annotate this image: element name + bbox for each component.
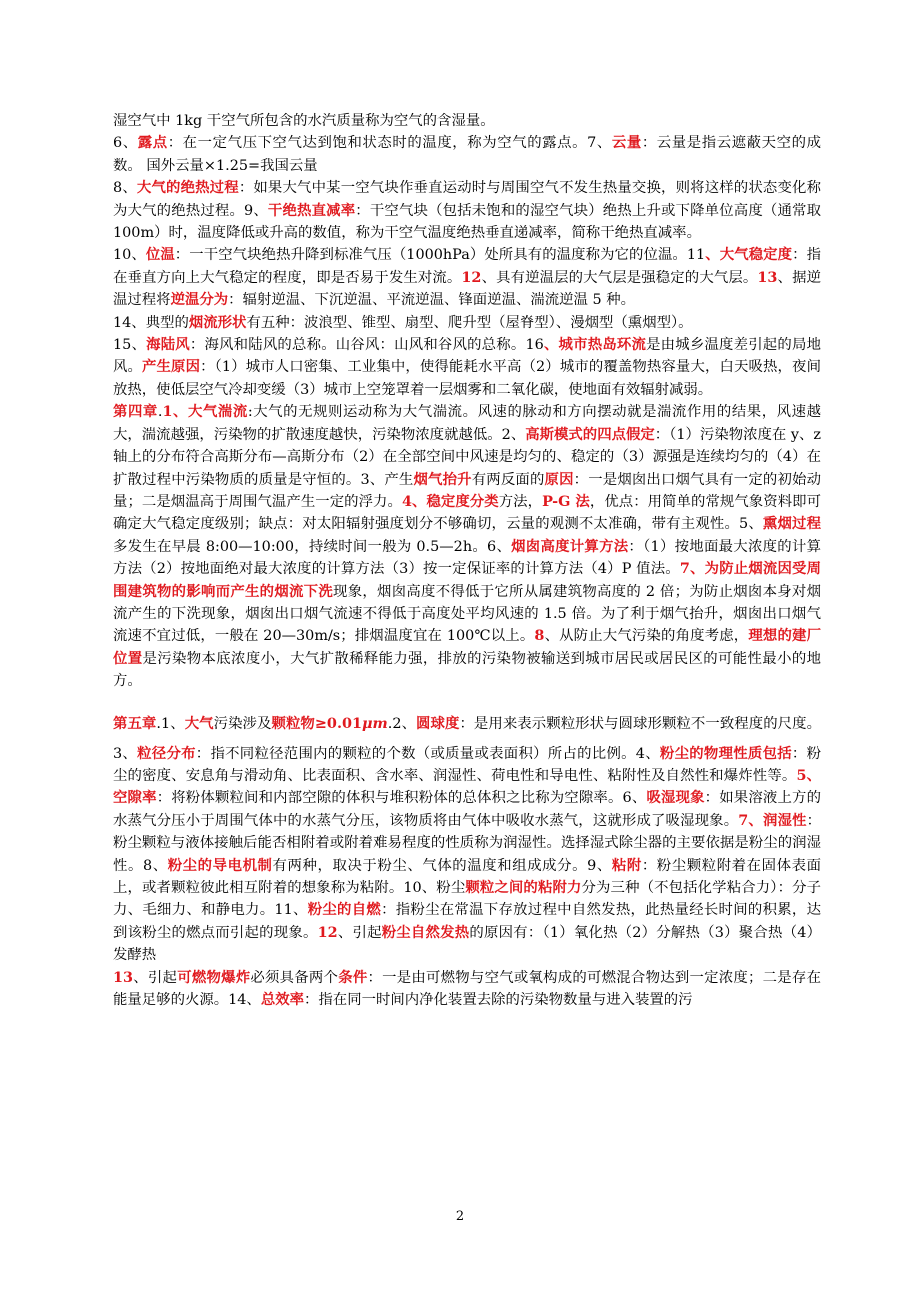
chapter-heading: 第四章 xyxy=(113,403,158,421)
term: 干绝热直减率 xyxy=(267,201,356,219)
text: ：是用来表示颗粒形状与圆球形颗粒不一致程度的尺度。3、 xyxy=(113,715,821,762)
term: 高斯模式的四点假定 xyxy=(525,425,655,443)
text: ：（1）城市人口密集、工业集中，使得能耗水平高（2）城市的覆盖物热容量大，白天吸热，夜间放热，使低层空气冷却变缓（3）城市上空笼罩着一层烟雾和二氧化碳，使地面有效辐射减弱。 xyxy=(113,359,821,398)
text: ：指在垂直方向上大气稳定的程度，即是否易于发生对流。 xyxy=(113,247,821,286)
term: 颗粒物≥0.01 xyxy=(271,714,362,732)
term: 、城市热岛环流 xyxy=(543,336,647,354)
text: 分为三种（不包括化学粘合力）：分子力、毛细力、和静电力。11、 xyxy=(113,880,821,919)
text: 有两反面的 xyxy=(471,471,545,488)
text: 、从防止大气污染的角度考虑， xyxy=(544,628,749,645)
term: 位温 xyxy=(145,246,175,264)
text: 是由城乡温度差引起的局地风。 xyxy=(113,337,821,376)
paragraph-humidity xyxy=(113,110,821,132)
term: 7、为防止烟流因受周围建筑物的影响而产生的烟流下洗 xyxy=(113,560,821,600)
term: 粒径分布 xyxy=(137,744,196,762)
text: ：将粉体颗粒间和内部空隙的体积与堆积粉体的总体积之比称为空隙率。6、 xyxy=(156,790,647,807)
text: 有五种：波浪型、锥型、扇型、爬升型（屋脊型）、漫烟型（熏烟型）。 xyxy=(246,314,693,331)
term: 4、稳定度分类 xyxy=(401,492,499,510)
text: 、引起 xyxy=(337,924,382,941)
term: 13 xyxy=(113,968,134,986)
term-unit: μm xyxy=(362,714,388,732)
page-number: 2 xyxy=(455,1209,465,1224)
text: 是污染物本底浓度小，大气扩散稀释能力强，排放的污染物被输送到城市居民或居民区的可能性最小的地方。 xyxy=(113,650,821,690)
term: 熏烟过程 xyxy=(762,515,821,533)
term: 大气 xyxy=(184,714,214,732)
paragraph-chapter-5 xyxy=(113,705,821,967)
paragraph-sea-land-breeze xyxy=(113,334,821,401)
text: 14、典型的 xyxy=(113,314,189,331)
text: 、据逆温过程将 xyxy=(113,269,821,309)
term: 13 xyxy=(757,268,778,286)
term: 12 xyxy=(317,923,338,941)
text: 6、 xyxy=(113,135,138,152)
term: 总效率 xyxy=(260,991,305,1009)
paragraph-potential-temp xyxy=(113,244,821,311)
term: 5、空隙率 xyxy=(113,766,821,807)
text: ：粉尘颗粒附着在固体表面上，或者颗粒彼此相互附着的想象称为粘附。10、粉尘 xyxy=(113,857,821,896)
text: ：（1）按地面最大浓度的计算方法（2）按地面绝对最大浓度的计算方法（3）按一定保证率的计算方法（4）P 值法。 xyxy=(113,538,821,578)
term: 烟气抬升 xyxy=(413,470,472,488)
text: ：一是烟囱出口烟气具有一定的初始动量；二是烟温高于周围气温产生一定的浮力。 xyxy=(113,471,821,510)
text: 有两种，取决于粉尘、气体的温度和组成成分。9、 xyxy=(272,857,612,874)
text: ：一干空气块绝热升降到标准气压（1000hPa）处所具有的温度称为它的位温。11 xyxy=(174,247,706,264)
term: 理想的建厂位置 xyxy=(113,627,821,667)
text: ：辐射逆温、下沉逆温、平流逆温、锋面逆温、湍流逆温 5 种。 xyxy=(228,292,636,309)
text: 多发生在早晨 8:00—10:00，持续时间一般为 0.5—2h。6、 xyxy=(113,538,512,555)
text: 现象，烟囱高度不得低于它所从属建筑物高度的 2 倍；为防止烟囱本身对烟流产生的下洗现象，烟囱出口烟气流速不得低于高度处平均风速的 1.5 倍。为了利于烟气抬升，烟囱出口烟气流速不宜过低，一般在 20—30m/s；排烟温度宜在 100℃以上。 xyxy=(113,583,821,645)
term: 、大气稳定度 xyxy=(705,246,793,264)
term: 吸湿现象 xyxy=(646,789,705,807)
term: 8 xyxy=(534,627,545,645)
term: 条件 xyxy=(338,968,368,986)
text: ：如果溶液上方的水蒸气分压小于周围气体中的水蒸气分压，该物质将由气体中吸收水蒸气，这就形成了吸湿现象。 xyxy=(113,790,821,829)
term: 粉尘自然发热 xyxy=(381,923,470,941)
text: 15、 xyxy=(113,337,147,354)
text: 湿空气中 1kg 干空气所包含的水汽质量称为空气的含湿量。 xyxy=(113,113,495,129)
term: 7、润湿性 xyxy=(738,811,807,829)
term: 粉尘的物理性质包括 xyxy=(659,744,792,762)
text: ：指粉尘在常温下存放过程中自然发热，此热量经长时间的积累，达到该粉尘的燃点而引起的现象。 xyxy=(113,902,821,941)
text: 10、 xyxy=(113,247,146,264)
chapter-heading: 第五章 xyxy=(113,714,157,732)
term: 可燃物爆炸 xyxy=(177,968,251,986)
term: 产生原因 xyxy=(142,358,201,376)
text: ：一是由可燃物与空气或氧构成的可燃混合物达到一定浓度；二是存在能量足够的火源。14、 xyxy=(113,969,821,1009)
term: 海陆风 xyxy=(146,336,190,354)
text: .1、 xyxy=(156,715,185,732)
text: ：（1）污染物浓度在 y、z 轴上的分布符合高斯分布—高斯分布（2）在全部空间中风速是均匀的、稳定的（3）源强是连续均匀的（4）在扩散过程中污染物质的质量是守恒的。3、产生 xyxy=(113,426,821,488)
text: ：海风和陆风的总称。山谷风：山风和谷风的总称。16 xyxy=(189,337,544,354)
text: :大气的无规则运动称为大气湍流。风速的脉动和方向摆动就是湍流作用的结果，风速越大，湍流越强，污染物的扩散速度越快，污染物浓度就越低。2、 xyxy=(113,404,821,443)
term: 粉尘的自燃 xyxy=(307,901,382,919)
text: ：粉尘颗粒与液体接触后能否相附着或附着难易程度的性质称为润湿性。选择湿式除尘器的主要依据是粉尘的润湿性。8、 xyxy=(113,812,821,874)
paragraph-chapter-4 xyxy=(113,401,821,692)
term: 露点 xyxy=(137,134,168,152)
term: 1、大气湍流 xyxy=(162,403,248,421)
text: ：指在同一时间内净化装置去除的污染物数量与进入装置的污 xyxy=(304,992,693,1009)
text: .2、 xyxy=(387,715,417,732)
text: . xyxy=(157,404,163,421)
paragraph-adiabatic xyxy=(113,177,821,244)
text: 、具有逆温层的大气层是强稳定的大气层。 xyxy=(481,269,758,286)
text: 、引起 xyxy=(133,969,178,986)
paragraph-explosion xyxy=(113,967,821,1012)
term: 云量 xyxy=(611,134,642,152)
term: 粉尘的导电机制 xyxy=(167,856,273,874)
term: 烟流形状 xyxy=(188,313,247,331)
term: 大气的绝热过程 xyxy=(136,179,239,197)
term: 原因 xyxy=(544,470,574,488)
term: 圆球度 xyxy=(416,714,460,732)
text: ：指不同粒径范围内的颗粒的个数（或质量或表面积）所占的比例。4、 xyxy=(195,745,660,762)
term: 逆温分为 xyxy=(170,291,229,309)
term: 粘附 xyxy=(611,856,642,874)
text: 8、 xyxy=(113,180,137,197)
term: P-G 法 xyxy=(542,492,590,510)
text: ，优点：用简单的常规气象资料即可确定大气稳定度级别；缺点：对太阳辐射强度划分不够确切，云量的观测不太准确，带有主观性。5、 xyxy=(113,493,821,533)
text: 的原因有：（1）氧化热（2）分解热（3）聚合热（4）发酵热 xyxy=(113,924,821,964)
paragraph-plume-shape xyxy=(113,312,821,334)
text: ：云量是指云遮蔽天空的成数。 国外云量×1.25=我国云量 xyxy=(113,135,821,174)
text: ：在一定气压下空气达到饱和状态时的温度，称为空气的露点。7、 xyxy=(167,135,612,152)
term: 颗粒之间的粘附力 xyxy=(465,879,582,896)
paragraph-dew-point xyxy=(113,132,821,177)
text: ：如果大气中某一空气块作垂直运动时与周围空气不发生热量交换，则将这样的状态变化称为大气的绝热过程。9、 xyxy=(113,180,821,219)
term: 烟囱高度计算方法 xyxy=(511,537,629,555)
text: 污染涉及 xyxy=(213,715,272,732)
term: 12 xyxy=(461,268,482,286)
text: ：干空气块（包括未饱和的湿空气块）绝热上升或下降单位高度（通常取 100m）时，温度降低或升高的数值，称为干空气温度绝热垂直递减率，简称干绝热直减率。 xyxy=(113,202,821,242)
document-page xyxy=(113,110,821,1011)
text: 必须具备两个 xyxy=(250,969,339,986)
text: ：粉尘的密度、安息角与滑动角、比表面积、含水率、润湿性、荷电性和导电性、粘附性及自然性和爆炸性等。 xyxy=(113,745,821,784)
text: 方法， xyxy=(498,493,543,510)
